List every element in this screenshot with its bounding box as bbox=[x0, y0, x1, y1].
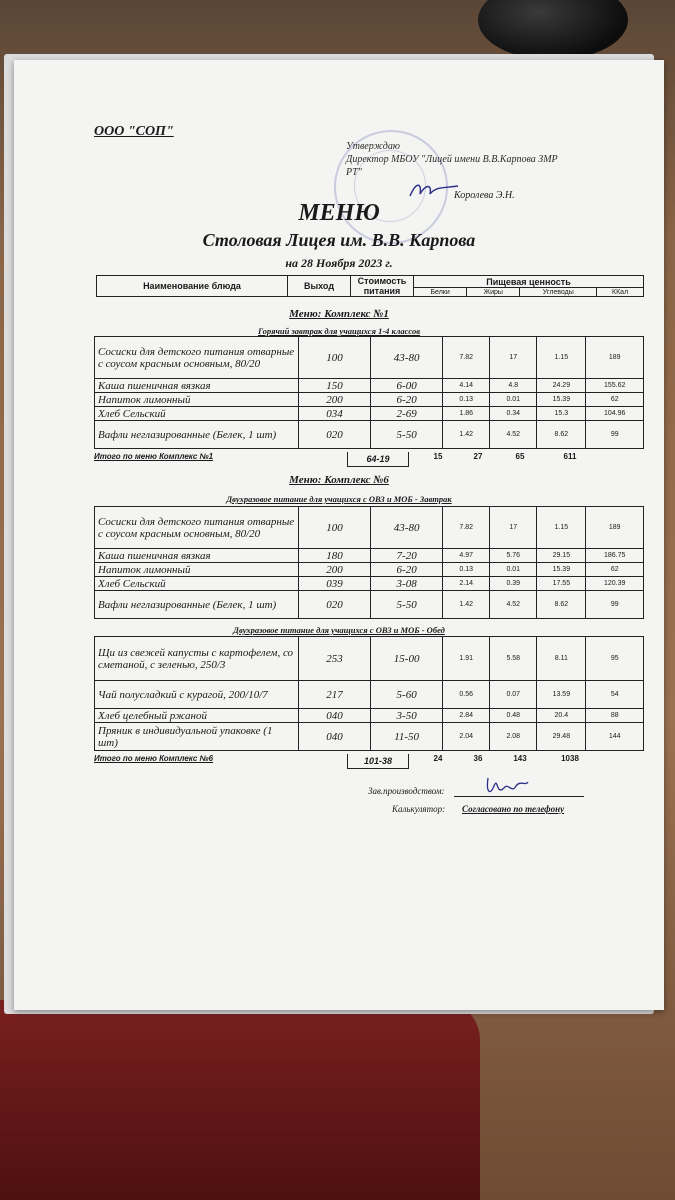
table-row bbox=[95, 549, 644, 563]
dish-kcal: 186.75 bbox=[586, 549, 644, 563]
dish-name: Вафли неглазированные (Белек, 1 шт) bbox=[95, 421, 299, 449]
table-row bbox=[95, 407, 644, 421]
dish-cost: 6-20 bbox=[371, 393, 443, 407]
dish-name: Хлеб целебный ржаной bbox=[95, 709, 299, 723]
dish-name: Сосиски для детского питания отварные с соусом красным основным, 80/20 bbox=[95, 507, 299, 549]
dish-cost: 5-50 bbox=[371, 591, 443, 619]
dish-kcal: 155.62 bbox=[586, 379, 644, 393]
total-protein: 15 bbox=[433, 452, 443, 461]
dish-carbs: 20.4 bbox=[537, 709, 586, 723]
table-row bbox=[95, 393, 644, 407]
dish-protein: 7.82 bbox=[443, 337, 490, 379]
dish-kcal: 99 bbox=[586, 591, 644, 619]
dish-protein: 1.91 bbox=[443, 637, 490, 681]
menu1-table bbox=[94, 336, 644, 449]
menu6-title: Меню: Комплекс №6 bbox=[289, 474, 389, 486]
dish-output: 020 bbox=[298, 591, 370, 619]
dish-output: 200 bbox=[298, 563, 370, 577]
table-row bbox=[95, 637, 644, 681]
total-kcal: 611 bbox=[563, 452, 577, 461]
total-label: Итого по меню Комплекс №6 bbox=[94, 754, 214, 763]
dish-carbs: 8.62 bbox=[537, 591, 586, 619]
col-carbs: Углеводы bbox=[520, 288, 597, 297]
dish-protein: 2.14 bbox=[443, 577, 490, 591]
dish-fat: 4.8 bbox=[490, 379, 537, 393]
calculator-label: Калькулятор: bbox=[392, 804, 446, 814]
dish-protein: 0.13 bbox=[443, 393, 490, 407]
table-row bbox=[95, 379, 644, 393]
page-title: МЕНЮ bbox=[298, 200, 380, 226]
column-header bbox=[96, 275, 644, 297]
total-sum: 101-38 bbox=[347, 754, 409, 769]
dish-output: 039 bbox=[298, 577, 370, 591]
dish-fat: 4.52 bbox=[490, 591, 537, 619]
director-name: Королева Э.Н. bbox=[454, 190, 515, 201]
dish-output: 100 bbox=[298, 337, 370, 379]
table-row bbox=[95, 709, 644, 723]
dish-fat: 0.39 bbox=[490, 577, 537, 591]
dish-kcal: 120.39 bbox=[586, 577, 644, 591]
dish-carbs: 1.15 bbox=[537, 507, 586, 549]
dish-carbs: 29.15 bbox=[537, 549, 586, 563]
manager-label: Зав.производством: bbox=[368, 786, 445, 796]
dish-carbs: 8.11 bbox=[537, 637, 586, 681]
menu6-section-breakfast: Двухразовое питание для учащихся с ОВЗ и МОБ - Завтрак bbox=[226, 494, 452, 504]
dish-carbs: 15.3 bbox=[537, 407, 586, 421]
dish-carbs: 13.59 bbox=[537, 681, 586, 709]
dish-protein: 0.56 bbox=[443, 681, 490, 709]
menu1-title: Меню: Комплекс №1 bbox=[289, 308, 389, 320]
dish-carbs: 17.55 bbox=[537, 577, 586, 591]
col-fat: Жиры bbox=[467, 288, 520, 297]
dish-fat: 17 bbox=[490, 337, 537, 379]
dish-output: 100 bbox=[298, 507, 370, 549]
dish-output: 020 bbox=[298, 421, 370, 449]
dish-carbs: 15.39 bbox=[537, 393, 586, 407]
dish-cost: 3-50 bbox=[371, 709, 443, 723]
menu-date: на 28 Ноября 2023 г. bbox=[285, 256, 393, 270]
page-subtitle: Столовая Лицея им. В.В. Карпова bbox=[202, 230, 476, 250]
dish-protein: 4.14 bbox=[443, 379, 490, 393]
dish-kcal: 104.96 bbox=[586, 407, 644, 421]
dish-fat: 17 bbox=[490, 507, 537, 549]
dish-fat: 0.34 bbox=[490, 407, 537, 421]
dish-protein: 1.86 bbox=[443, 407, 490, 421]
dish-name: Сосиски для детского питания отварные с соусом красным основным, 80/20 bbox=[95, 337, 299, 379]
total-carbs: 65 bbox=[515, 452, 525, 461]
approval-line: Утверждаю bbox=[346, 141, 400, 152]
dish-output: 040 bbox=[298, 709, 370, 723]
dish-carbs: 1.15 bbox=[537, 337, 586, 379]
dish-cost: 5-50 bbox=[371, 421, 443, 449]
dish-kcal: 62 bbox=[586, 393, 644, 407]
menu6-lunch-table bbox=[94, 636, 644, 751]
dish-fat: 5.76 bbox=[490, 549, 537, 563]
dish-cost: 2-69 bbox=[371, 407, 443, 421]
dish-kcal: 88 bbox=[586, 709, 644, 723]
dish-name: Каша пшеничная вязкая bbox=[95, 549, 299, 563]
dish-cost: 3-08 bbox=[371, 577, 443, 591]
dish-kcal: 99 bbox=[586, 421, 644, 449]
dish-output: 200 bbox=[298, 393, 370, 407]
dish-name: Каша пшеничная вязкая bbox=[95, 379, 299, 393]
col-output: Выход bbox=[288, 276, 351, 297]
table-row bbox=[95, 507, 644, 549]
dish-protein: 2.04 bbox=[443, 723, 490, 751]
dish-name: Вафли неглазированные (Белек, 1 шт) bbox=[95, 591, 299, 619]
dish-output: 040 bbox=[298, 723, 370, 751]
dish-fat: 4.52 bbox=[490, 421, 537, 449]
dish-output: 034 bbox=[298, 407, 370, 421]
total-fat: 27 bbox=[473, 452, 483, 461]
dish-cost: 6-00 bbox=[371, 379, 443, 393]
col-nutrition: Пищевая ценность bbox=[414, 276, 644, 288]
dish-name: Пряник в индивидуальной упаковке (1 шт) bbox=[95, 723, 299, 751]
col-cost: Стоимость питания bbox=[351, 276, 414, 297]
table-row bbox=[95, 421, 644, 449]
table-row bbox=[95, 681, 644, 709]
menu1-total bbox=[94, 452, 644, 472]
total-carbs: 143 bbox=[513, 754, 527, 763]
dish-cost: 7-20 bbox=[371, 549, 443, 563]
table-row bbox=[95, 577, 644, 591]
dish-protein: 2.84 bbox=[443, 709, 490, 723]
total-protein: 24 bbox=[433, 754, 443, 763]
dish-cost: 5-60 bbox=[371, 681, 443, 709]
dish-cost: 15-00 bbox=[371, 637, 443, 681]
dish-fat: 5.58 bbox=[490, 637, 537, 681]
dish-carbs: 29.48 bbox=[537, 723, 586, 751]
dish-kcal: 54 bbox=[586, 681, 644, 709]
table-row bbox=[95, 723, 644, 751]
dish-protein: 7.82 bbox=[443, 507, 490, 549]
dish-fat: 2.08 bbox=[490, 723, 537, 751]
col-protein: Белки bbox=[414, 288, 467, 297]
dish-kcal: 144 bbox=[586, 723, 644, 751]
total-label: Итого по меню Комплекс №1 bbox=[94, 452, 214, 461]
dish-carbs: 15.39 bbox=[537, 563, 586, 577]
dish-output: 253 bbox=[298, 637, 370, 681]
dish-protein: 0.13 bbox=[443, 563, 490, 577]
dish-cost: 43-80 bbox=[371, 337, 443, 379]
dish-protein: 1.42 bbox=[443, 591, 490, 619]
dish-name: Хлеб Сельский bbox=[95, 577, 299, 591]
total-sum: 64-19 bbox=[347, 452, 409, 467]
menu6-section-lunch: Двухразовое питание для учащихся с ОВЗ и МОБ - Обед bbox=[233, 625, 445, 635]
col-name: Наименование блюда bbox=[97, 276, 288, 297]
dish-output: 217 bbox=[298, 681, 370, 709]
manager-signature bbox=[482, 772, 532, 800]
calculator-value: Согласовано по телефону bbox=[462, 804, 565, 814]
dish-output: 150 bbox=[298, 379, 370, 393]
menu1-section: Горячий завтрак для учащихся 1-4 классов bbox=[257, 326, 421, 336]
organization-name: ООО "СОП" bbox=[94, 124, 174, 139]
approval-block bbox=[346, 140, 606, 179]
dish-protein: 1.42 bbox=[443, 421, 490, 449]
table-row bbox=[95, 591, 644, 619]
fabric bbox=[0, 1000, 480, 1200]
dish-kcal: 189 bbox=[586, 337, 644, 379]
dish-name: Хлеб Сельский bbox=[95, 407, 299, 421]
dish-name: Напиток лимонный bbox=[95, 563, 299, 577]
table-row bbox=[95, 563, 644, 577]
dish-kcal: 62 bbox=[586, 563, 644, 577]
total-kcal: 1038 bbox=[561, 754, 579, 763]
dish-cost: 43-80 bbox=[371, 507, 443, 549]
menu6-total bbox=[94, 754, 644, 776]
approval-line: РТ" bbox=[346, 167, 362, 178]
dish-fat: 0.01 bbox=[490, 393, 537, 407]
table-row bbox=[95, 337, 644, 379]
dish-kcal: 189 bbox=[586, 507, 644, 549]
dish-fat: 0.01 bbox=[490, 563, 537, 577]
dish-cost: 11-50 bbox=[371, 723, 443, 751]
dish-name: Напиток лимонный bbox=[95, 393, 299, 407]
dish-name: Чай полусладкий с курагой, 200/10/7 bbox=[95, 681, 299, 709]
dish-carbs: 8.62 bbox=[537, 421, 586, 449]
menu-document bbox=[14, 60, 664, 1010]
col-kcal: ККал bbox=[597, 288, 644, 297]
total-fat: 36 bbox=[473, 754, 483, 763]
approval-line: Директор МБОУ "Лицей имени В.В.Карпова ЗМР bbox=[346, 154, 558, 165]
dish-fat: 0.48 bbox=[490, 709, 537, 723]
dish-output: 180 bbox=[298, 549, 370, 563]
dish-carbs: 24.29 bbox=[537, 379, 586, 393]
dish-name: Щи из свежей капусты с картофелем, со сметаной, с зеленью, 250/3 bbox=[95, 637, 299, 681]
menu6-breakfast-table bbox=[94, 506, 644, 619]
dish-protein: 4.97 bbox=[443, 549, 490, 563]
dish-fat: 0.07 bbox=[490, 681, 537, 709]
dish-kcal: 95 bbox=[586, 637, 644, 681]
dish-cost: 6-20 bbox=[371, 563, 443, 577]
